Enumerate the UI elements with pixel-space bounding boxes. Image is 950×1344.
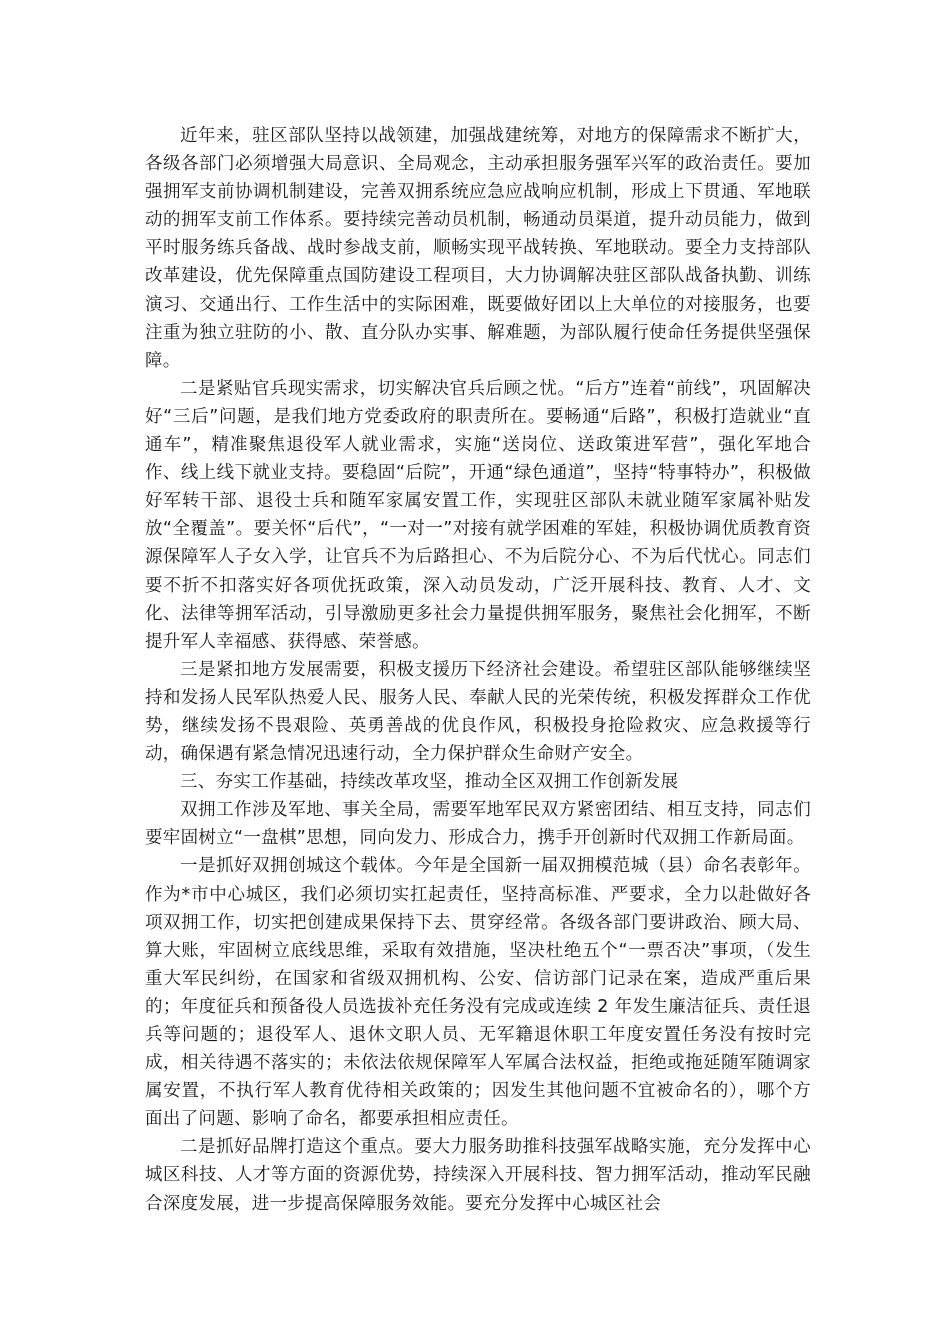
section-heading-three: 三、夯实工作基础，持续改革攻坚，推动全区双拥工作创新发展 — [180, 772, 679, 793]
paragraph-military-civil-unity: 双拥工作涉及军地、事关全局，需要军地军民双方紧密团结、相互支持，同志们要牢固树立“一盘棋”思想，同向发力、形成合力，携手开创新时代双拥工作新局面。 — [145, 800, 811, 849]
paragraph-soldier-needs: 二是紧贴官兵现实需求，切实解决官兵后顾之忧。“后方”连着“前线”，巩固解决好“三后”问题，是我们地方党委政府的职责所在。要畅通“后路”，积极打造就业“直通车”，精准聚焦退役军人就业需求，实施“送岗位、送政策进军营”，强化军地合作、线上线下就业支持。要稳固“后院”，开通“绿色通道”，坚持“特事特办”，积极做好军转干部、退役士兵和随军家属安置工作，实现驻区部队未就业随军家属补贴发放“全覆盖”。要关怀“后代”，“一对一”对接有就学困难的军娃，积极协调优质教育资源保障军人子女入学，让官兵不为后路担心、不为后院分心、不为后代忧心。同志们要不折不扣落实好各项优抚政策，深入动员发动，广泛开展科技、教育、人才、文化、法律等拥军活动，引导激励更多社会力量提供拥军服务，聚焦社会化拥军，不断提升军人幸福感、获得感、荣誉感。 — [145, 378, 811, 652]
paragraph-support-deployment: 近年来，驻区部队坚持以战领建，加强战建统筹，对地方的保障需求不断扩大，各级各部门必须增强大局意识、全局观念，主动承担服务强军兴军的政治责任。要加强拥军支前协调机制建设，完善双拥系统应急应战响应机制，形成上下贯通、军地联动的拥军支前工作体系。要持续完善动员机制，畅通动员渠道，提升动员能力，做到平时服务练兵备战、战时参战支前，顺畅实现平战转换、军地联动。要全力支持部队改革建设，优先保障重点国防建设工程项目，大力协调解决驻区部队战备执勤、训练演习、交通出行、工作生活中的实际困难，既要做好团以上大单位的对接服务，也要注重为独立驻防的小、散、直分队办实事、解难题，为部队履行使命任务提供坚强保障。 — [145, 126, 811, 371]
paragraph-brand-building: 二是抓好品牌打造这个重点。要大力服务助推科技强军战略实施，充分发挥中心城区科技、人才等方面的资源优势，持续深入开展科技、智力拥军活动，推动军民融合深度发展，进一步提高保障服务效能。要充分发挥中心城区社会 — [145, 1137, 811, 1214]
paragraph-local-development: 三是紧扣地方发展需要，积极支援历下经济社会建设。希望驻区部队能够继续坚持和发扬人民军队热爱人民、服务人民、奉献人民的光荣传统，积极发挥群众工作优势，继续发扬不畏艰险、英勇善战的优良作风，积极投身抢险救灾、应急救援等行动，确保遇有紧急情况迅速行动，全力保护群众生命财产安全。 — [145, 659, 811, 765]
document-body — [145, 122, 811, 1218]
paragraph-model-city: 一是抓好双拥创城这个载体。今年是全国新一届双拥模范城（县）命名表彰年。作为*市中心城区，我们必须切实扛起责任，坚持高标准、严要求，全力以赴做好各项双拥工作，切实把创建成果保持下去、贯穿经常。各级各部门要讲政治、顾大局、算大账，牢固树立底线思维，采取有效措施，坚决杜绝五个“一票否决”事项，（发生重大军民纠纷，在国家和省级双拥机构、公安、信访部门记录在案，造成严重后果的；年度征兵和预备役人员选拔补充任务没有完成或连续 2 年发生廉洁征兵、责任退兵等问题的；退役军人、退休文职人员、无军籍退休职工年度安置任务没有按时完成，相关待遇不落实的；未依法依规保障军人军属合法权益，拒绝或拖延随军随调家属安置，不执行军人教育优待相关政策的；因发生其他问题不宜被命名的），哪个方面出了问题、影响了命名，都要承担相应责任。 — [145, 856, 811, 1130]
